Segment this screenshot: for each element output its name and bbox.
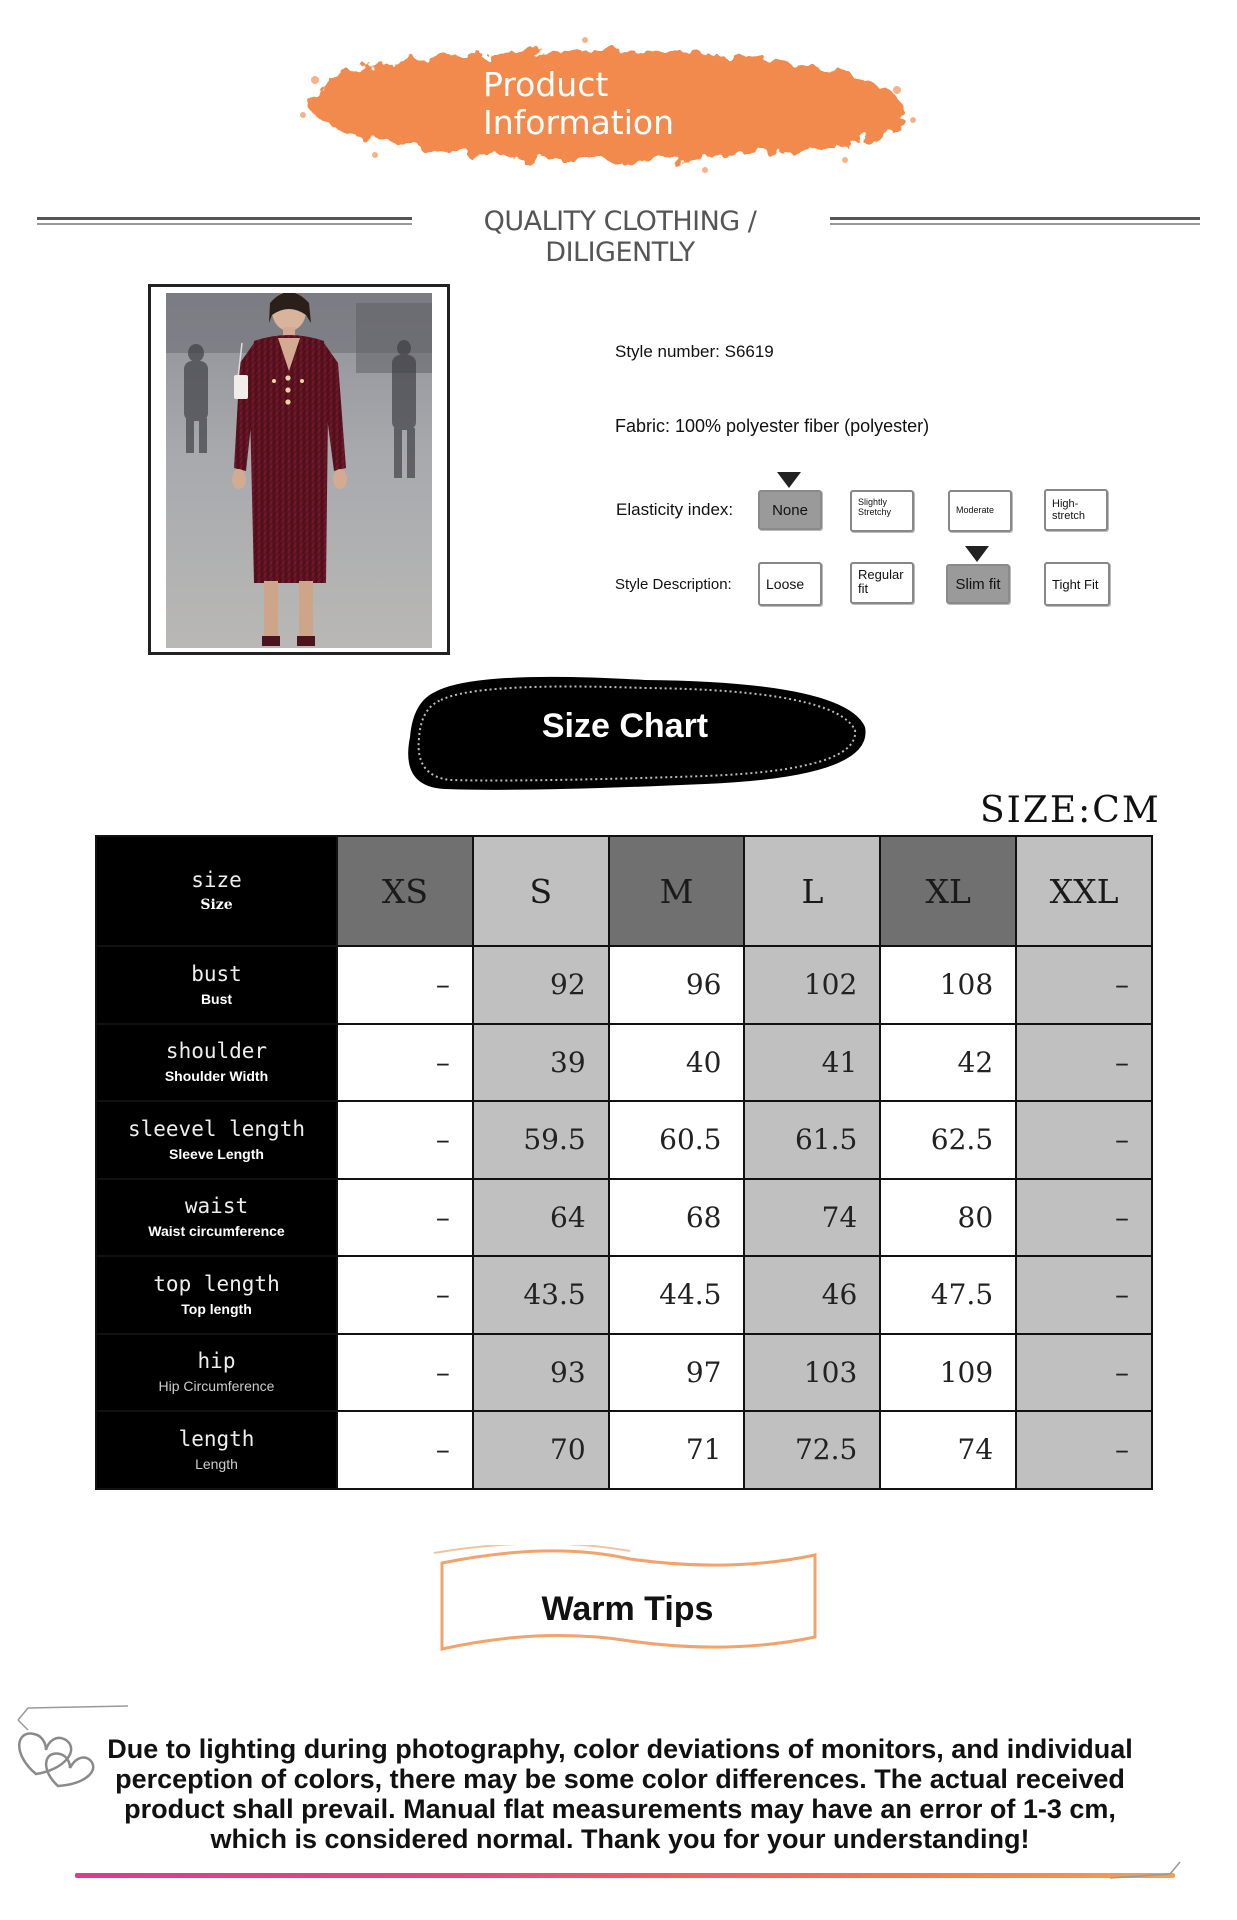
row-header-sleeve-length: sleevel length Sleeve Length bbox=[96, 1101, 337, 1179]
elasticity-option-slightly-stretchy: Slightly Stretchy bbox=[850, 490, 914, 532]
table-cell: 80 bbox=[880, 1179, 1016, 1257]
table-row bbox=[96, 1101, 1152, 1179]
table-cell: – bbox=[337, 1411, 473, 1489]
style-option-loose: Loose bbox=[758, 562, 822, 606]
row-header-hip: hip Hip Circumference bbox=[96, 1334, 337, 1412]
header-title: Product Information bbox=[483, 65, 675, 142]
table-row bbox=[96, 946, 1152, 1024]
table-cell: 59.5 bbox=[473, 1101, 609, 1179]
corner-decoration bbox=[1110, 1858, 1190, 1880]
tagline: QUALITY CLOTHING / DILIGENTLY bbox=[483, 206, 757, 268]
bottom-gradient-line bbox=[75, 1873, 1175, 1878]
table-cell: – bbox=[337, 946, 473, 1024]
table-cell: – bbox=[337, 1024, 473, 1102]
style-option-tight-fit: Tight Fit bbox=[1044, 562, 1110, 606]
elasticity-option-none: None bbox=[758, 490, 822, 530]
table-header-row bbox=[96, 836, 1152, 946]
row-header-length: length Length bbox=[96, 1411, 337, 1489]
table-cell: 44.5 bbox=[609, 1256, 745, 1334]
table-row bbox=[96, 1256, 1152, 1334]
table-cell: 109 bbox=[880, 1334, 1016, 1412]
table-cell: – bbox=[1016, 1101, 1152, 1179]
table-cell: 74 bbox=[880, 1411, 1016, 1489]
table-cell: – bbox=[1016, 1334, 1152, 1412]
row-header-shoulder: shoulder Shoulder Width bbox=[96, 1024, 337, 1102]
table-cell: 43.5 bbox=[473, 1256, 609, 1334]
column-header-xl: XL bbox=[880, 836, 1016, 946]
table-cell: 97 bbox=[609, 1334, 745, 1412]
table-cell: – bbox=[1016, 946, 1152, 1024]
row-header-bust: bust Bust bbox=[96, 946, 337, 1024]
table-cell: 62.5 bbox=[880, 1101, 1016, 1179]
selected-arrow-icon bbox=[965, 546, 989, 562]
product-photo-frame bbox=[148, 284, 450, 655]
elasticity-label: Elasticity index: bbox=[616, 500, 734, 519]
fabric-info: Fabric: 100% polyester fiber (polyester) bbox=[615, 416, 930, 436]
table-row bbox=[96, 1179, 1152, 1257]
size-chart-title: Size Chart bbox=[541, 707, 709, 745]
column-header-m: M bbox=[609, 836, 745, 946]
warm-tips-title: Warm Tips bbox=[541, 1590, 714, 1628]
style-description-label: Style Description: bbox=[615, 576, 732, 593]
table-cell: 46 bbox=[744, 1256, 880, 1334]
table-row bbox=[96, 1334, 1152, 1412]
table-cell: 96 bbox=[609, 946, 745, 1024]
table-cell: 74 bbox=[744, 1179, 880, 1257]
table-cell: 93 bbox=[473, 1334, 609, 1412]
table-row bbox=[96, 1024, 1152, 1102]
table-cell: 40 bbox=[609, 1024, 745, 1102]
left-divider-line bbox=[37, 217, 412, 220]
table-cell: – bbox=[1016, 1024, 1152, 1102]
table-cell: 103 bbox=[744, 1334, 880, 1412]
table-cell: 61.5 bbox=[744, 1101, 880, 1179]
size-unit: SIZE:CM bbox=[980, 790, 1161, 831]
table-cell: – bbox=[1016, 1256, 1152, 1334]
table-cell: 42 bbox=[880, 1024, 1016, 1102]
column-header-xs: XS bbox=[337, 836, 473, 946]
row-header-waist: waist Waist circumference bbox=[96, 1179, 337, 1257]
table-cell: 72.5 bbox=[744, 1411, 880, 1489]
table-cell: 41 bbox=[744, 1024, 880, 1102]
table-cell: 71 bbox=[609, 1411, 745, 1489]
column-header-xxl: XXL bbox=[1016, 836, 1152, 946]
table-cell: 64 bbox=[473, 1179, 609, 1257]
column-header-l: L bbox=[744, 836, 880, 946]
style-number: Style number: S6619 bbox=[615, 342, 774, 361]
table-cell: – bbox=[337, 1101, 473, 1179]
style-option-regular-fit: Regular fit bbox=[850, 562, 914, 604]
table-cell: 92 bbox=[473, 946, 609, 1024]
size-chart-table bbox=[95, 835, 1153, 1490]
table-cell: 60.5 bbox=[609, 1101, 745, 1179]
table-cell: 70 bbox=[473, 1411, 609, 1489]
warm-tips-text: Due to lighting during photography, color deviations of monitors, and individual perception of colors, there may be some color differences. The actual received product shall prevail. Manual flat measurements may have an error of 1-3 cm, which is considered normal. Thank you for your understanding! bbox=[107, 1734, 1133, 1854]
table-cell: – bbox=[337, 1334, 473, 1412]
column-header-s: S bbox=[473, 836, 609, 946]
table-cell: 47.5 bbox=[880, 1256, 1016, 1334]
row-header-top-length: top length Top length bbox=[96, 1256, 337, 1334]
table-cell: 102 bbox=[744, 946, 880, 1024]
table-cell: – bbox=[337, 1256, 473, 1334]
style-option-slim-fit: Slim fit bbox=[946, 564, 1010, 604]
product-photo bbox=[166, 293, 432, 648]
elasticity-option-moderate: Moderate bbox=[948, 490, 1012, 532]
table-cell: 68 bbox=[609, 1179, 745, 1257]
elasticity-option-high-stretch: High-stretch bbox=[1044, 489, 1108, 531]
table-cell: – bbox=[1016, 1411, 1152, 1489]
row-header-size: size Size bbox=[96, 836, 337, 946]
selected-arrow-icon bbox=[777, 472, 801, 488]
right-divider-line bbox=[830, 217, 1200, 220]
table-row bbox=[96, 1411, 1152, 1489]
table-cell: – bbox=[337, 1179, 473, 1257]
table-cell: – bbox=[1016, 1179, 1152, 1257]
table-cell: 108 bbox=[880, 946, 1016, 1024]
table-cell: 39 bbox=[473, 1024, 609, 1102]
